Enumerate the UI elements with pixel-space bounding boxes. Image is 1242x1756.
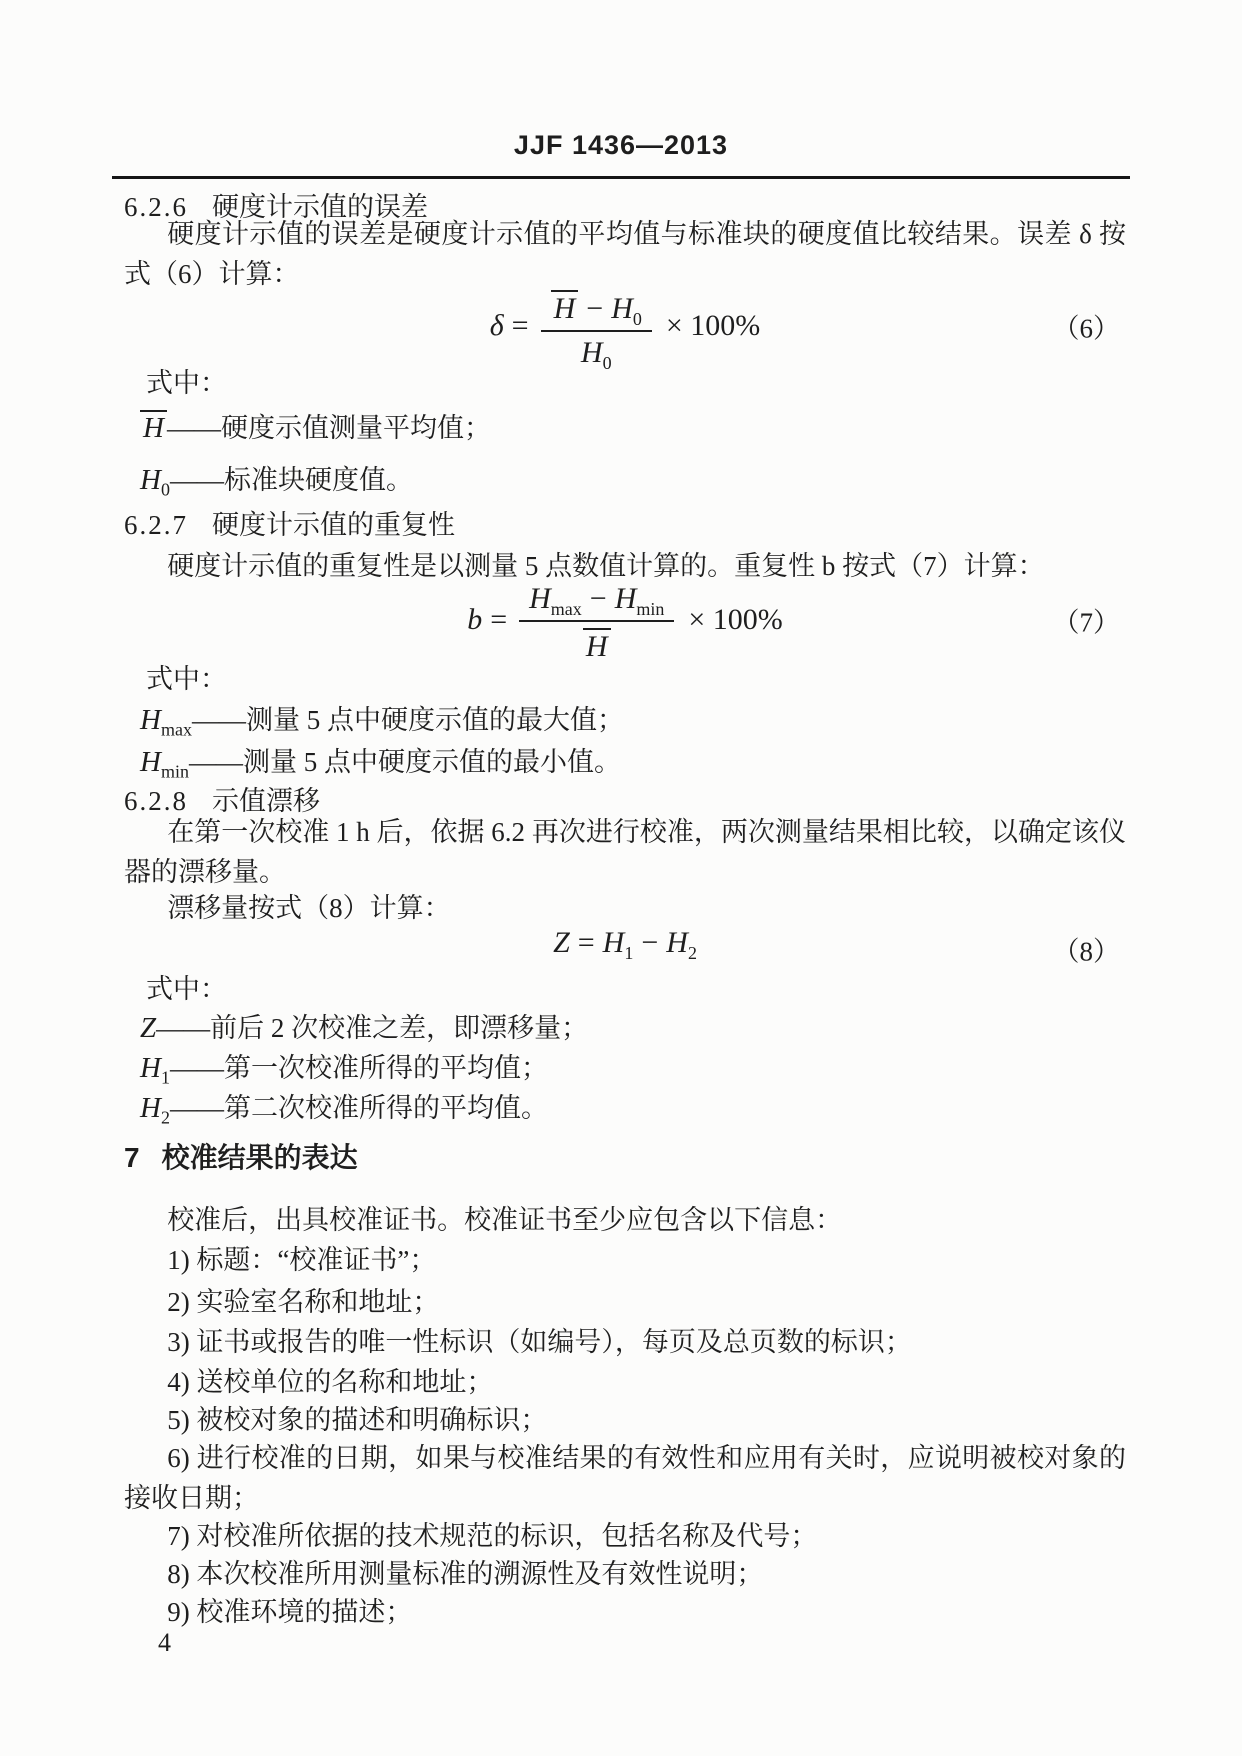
heading-6-2-7 xyxy=(124,508,455,542)
para-6-2-6: 硬度计示值的误差是硬度计示值的平均值与标准块的硬度值比较结果。误差 δ 按式（6）计算： xyxy=(124,219,1126,289)
definition-text: ——硬度示值测量平均值； xyxy=(166,413,491,443)
list-item-4: 4) 送校单位的名称和地址； xyxy=(167,1367,494,1397)
h-bar: H xyxy=(583,628,611,662)
para-7-intro: 校准后，出具校准证书。校准证书至少应包含以下信息： xyxy=(167,1205,843,1235)
definition-text: ——测量 5 点中硬度示值的最小值。 xyxy=(188,747,621,777)
definition-text: ——前后 2 次校准之差，即漂移量； xyxy=(156,1013,589,1043)
list-item-5: 5) 被校对象的描述和明确标识； xyxy=(167,1405,548,1435)
definition-row: $H_1——$第一次校准所得的平均值； xyxy=(140,1052,548,1088)
para-6-2-8: 在第一次校准 1 h 后，依据 6.2 再次进行校准，两次测量结果相比较，以确定该仪器的漂移量。 xyxy=(124,817,1126,887)
clause-number: 6.2.8 xyxy=(124,786,188,816)
clause-title: 硬度计示值的误差 xyxy=(212,192,428,222)
definition-text: ——第二次校准所得的平均值。 xyxy=(169,1093,548,1123)
definition-row: $H_{max}——$测量 5 点中硬度示值的最大值； xyxy=(140,704,624,740)
doc-number: JJF 1436—2013 xyxy=(513,130,729,160)
fraction: $\frac{H_{max} - H_{min}}{H}$ xyxy=(519,582,674,662)
formula-8-row xyxy=(124,928,1126,970)
formula-7-row xyxy=(124,582,1126,663)
list-item-3: 3) 证书或报告的唯一性标识（如编号），每页及总页数的标识； xyxy=(167,1327,912,1357)
clause-title: 硬度计示值的重复性 xyxy=(212,510,455,540)
equation-tag-6: （6） xyxy=(1052,313,1120,344)
formula-8-lhs: Z xyxy=(553,926,570,959)
formula-6: δ = $\frac{H - H_0}{H_0}$ × 100% xyxy=(490,288,761,368)
h-bar: H xyxy=(551,290,579,324)
symbol-h-min: H xyxy=(140,746,161,778)
symbol-h0: H xyxy=(140,464,161,496)
symbol-z: Z xyxy=(140,1012,157,1044)
equation-tag-8: （8） xyxy=(1052,936,1120,967)
definition-text: ——第一次校准所得的平均值； xyxy=(169,1053,548,1083)
clause-number: 6.2.7 xyxy=(124,510,188,540)
where-label: 式中： xyxy=(146,974,227,1004)
definition-row xyxy=(140,410,491,446)
list-item-7: 7) 对校准所依据的技术规范的标识，包括名称及代号； xyxy=(167,1521,818,1551)
definition-row: $H_0——$标准块硬度值。 xyxy=(140,464,413,500)
formula-6-row xyxy=(124,288,1126,373)
definition-row: $H_{min}——$测量 5 点中硬度示值的最小值。 xyxy=(140,746,621,782)
heading-7 xyxy=(124,1140,358,1176)
list-item-1: 1) 标题：“校准证书”； xyxy=(167,1245,437,1275)
clause-title: 示值漂移 xyxy=(212,786,320,816)
clause-number: 6.2.6 xyxy=(124,192,188,222)
symbol-h2: H xyxy=(140,1092,161,1124)
para-6-2-7: 硬度计示值的重复性是以测量 5 点数值计算的。重复性 b 按式（7）计算： xyxy=(167,551,1045,581)
definition-text: ——标准块硬度值。 xyxy=(169,465,413,495)
running-header xyxy=(0,130,1242,161)
list-item-9: 9) 校准环境的描述； xyxy=(167,1597,413,1627)
para-6-2-8-formula-intro: 漂移量按式（8）计算： xyxy=(167,893,451,923)
header-rule xyxy=(112,176,1130,179)
page-number: 4 xyxy=(158,1628,171,1657)
formula-8: $Z = H_1 - H_2$ xyxy=(553,926,697,963)
where-label: 式中： xyxy=(146,368,227,398)
formula-7: b = $\frac{H_{max} - H_{min}}{H}$ × 100% xyxy=(467,582,783,663)
formula-6-lhs: δ xyxy=(489,308,504,342)
formula-7-lhs: b xyxy=(467,602,483,636)
list-item-8: 8) 本次校准所用测量标准的溯源性及有效性说明； xyxy=(167,1559,764,1589)
chapter-number: 7 xyxy=(124,1142,140,1173)
symbol-h1: H xyxy=(140,1052,161,1084)
definition-row: $H_2——$第二次校准所得的平均值。 xyxy=(140,1092,548,1128)
symbol-h-max: H xyxy=(140,704,161,736)
chapter-title: 校准结果的表达 xyxy=(161,1142,358,1173)
list-item-2: 2) 实验室名称和地址； xyxy=(167,1287,440,1317)
symbol-h-bar: H xyxy=(140,410,167,443)
definition-text: ——测量 5 点中硬度示值的最大值； xyxy=(191,705,624,735)
where-label: 式中： xyxy=(146,664,227,694)
definition-row xyxy=(140,1010,588,1046)
equation-tag-7: （7） xyxy=(1052,607,1120,638)
list-item-6: 6) 进行校准的日期，如果与校准结果的有效性和应用有关时，应说明被校对象的接收日期； xyxy=(124,1443,1126,1513)
fraction: $\frac{H - H_0}{H_0}$ xyxy=(541,288,652,368)
